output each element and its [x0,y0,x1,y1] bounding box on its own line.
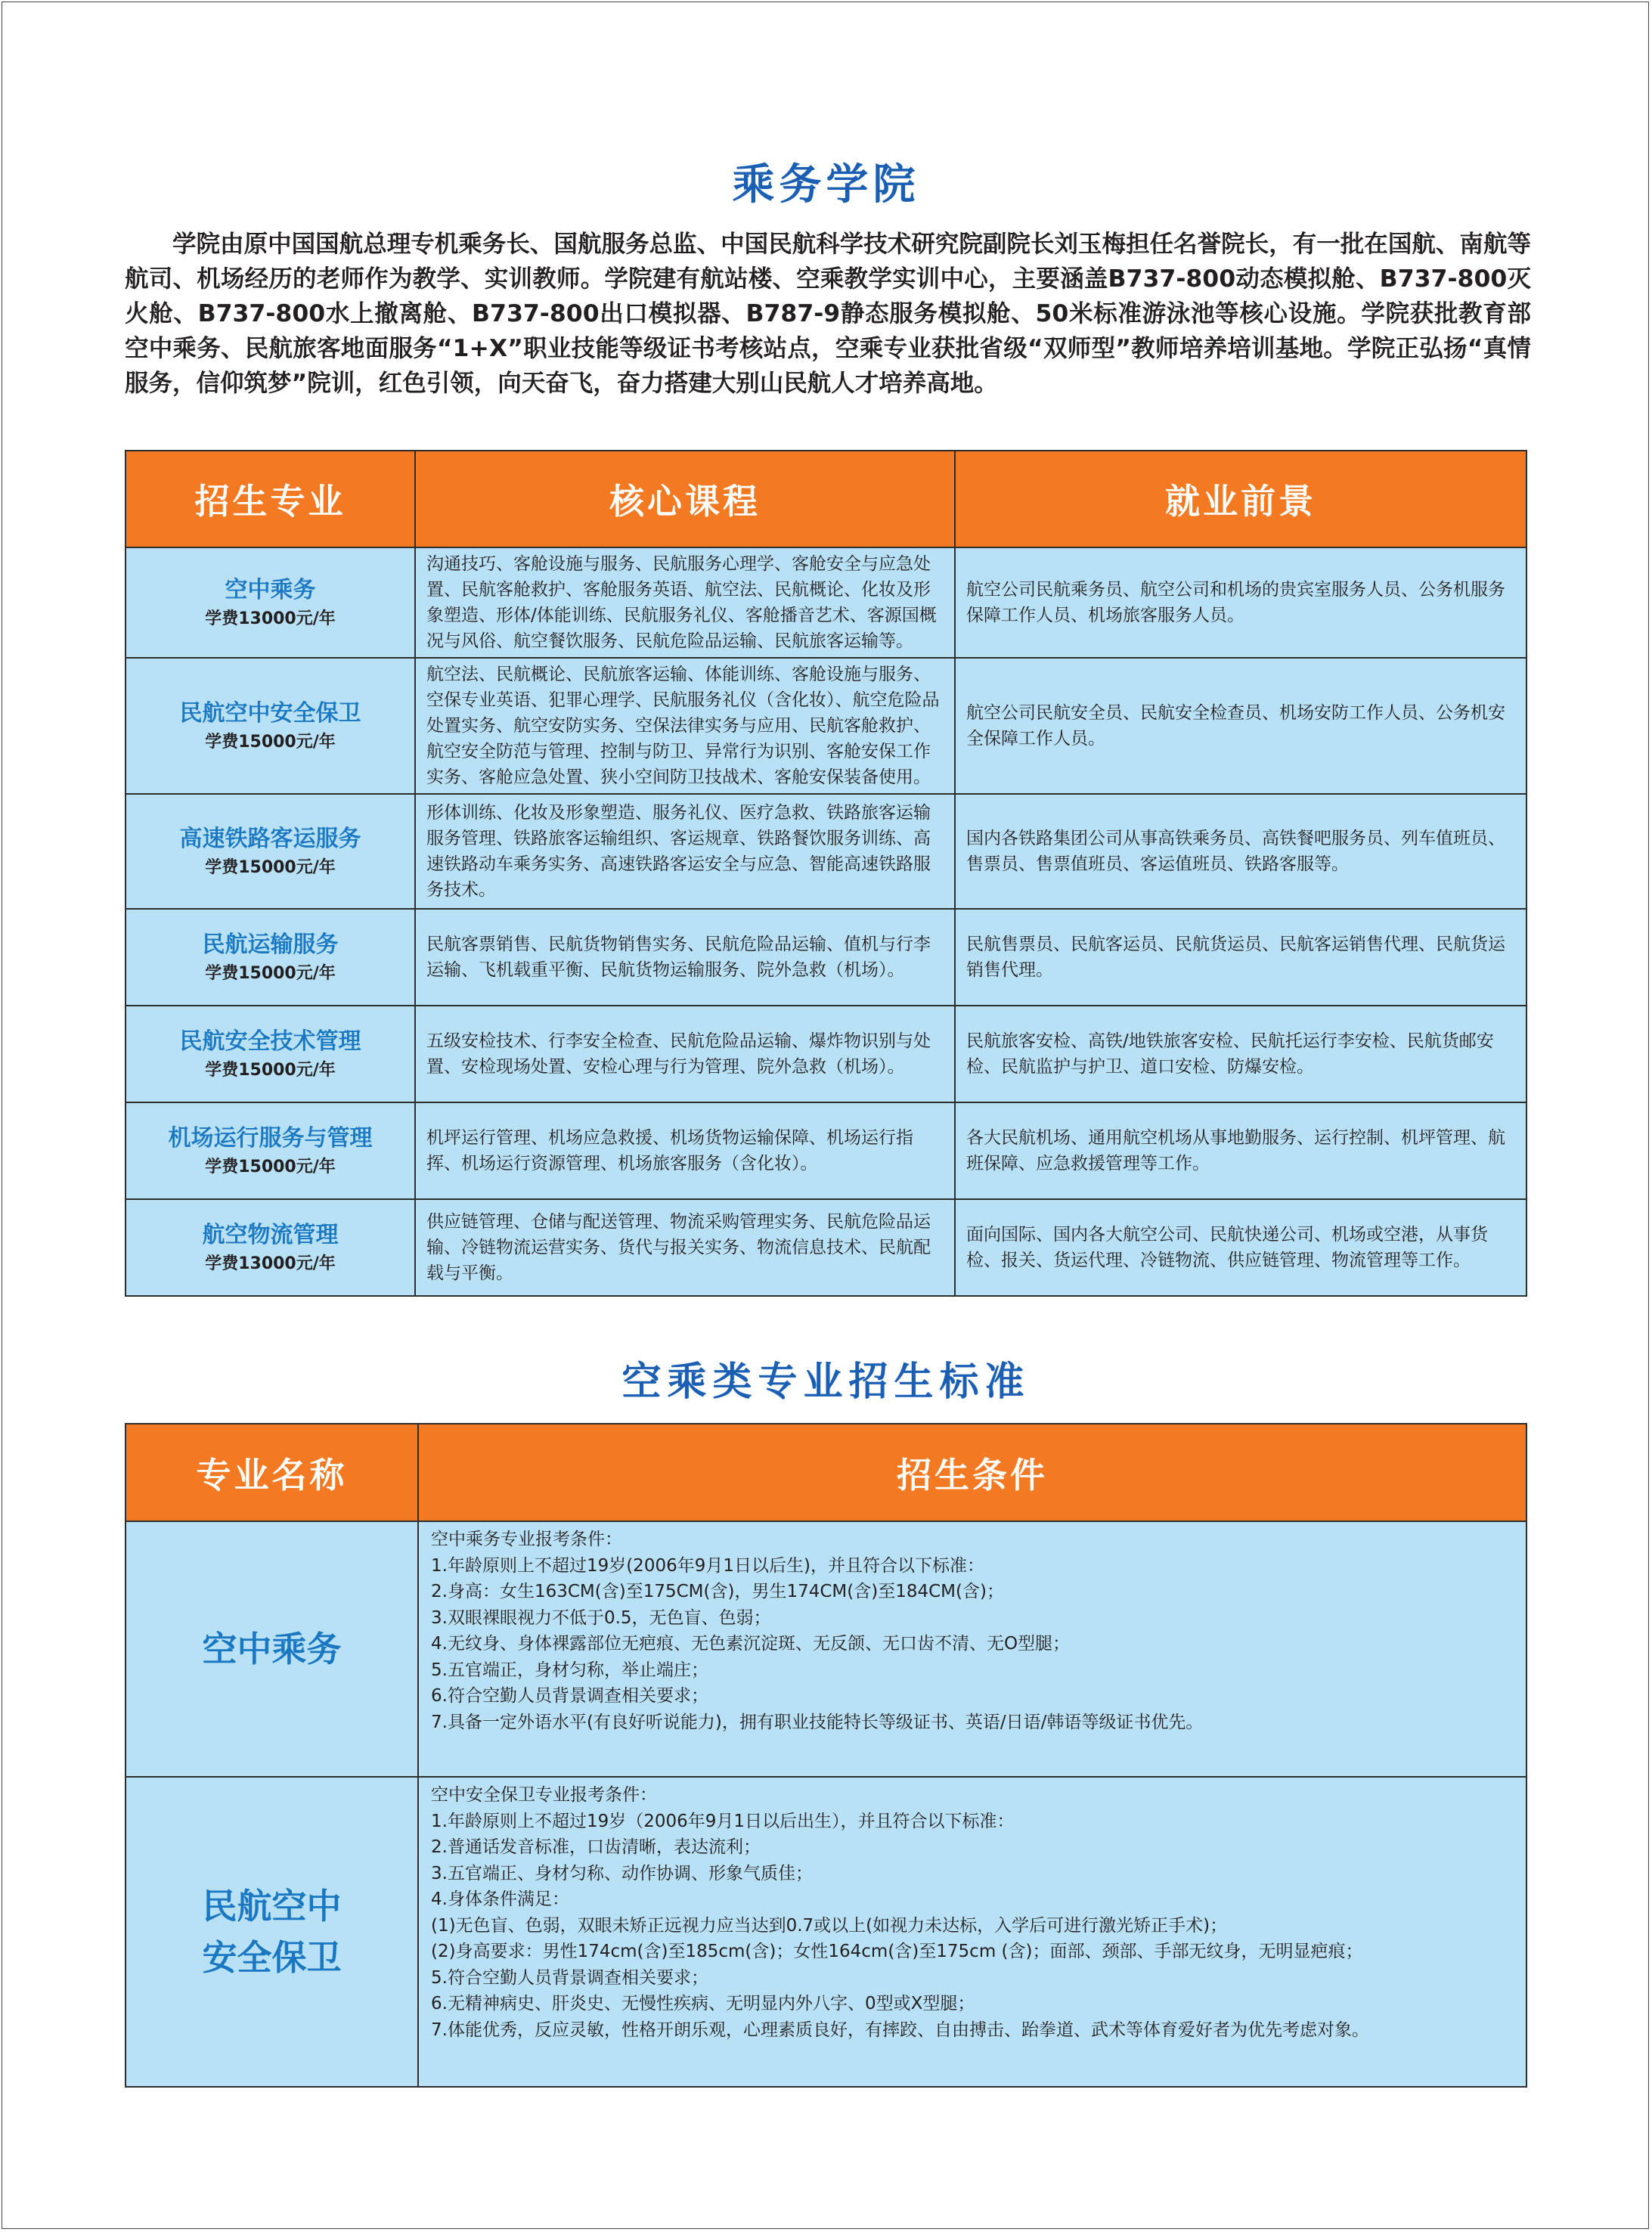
major-name: 高速铁路客运服务 [179,826,361,852]
condition-line: 空中乘务专业报考条件： [431,1530,622,1549]
tuition-fee: 学费13000元/年 [205,1254,336,1273]
header-career: 就业前景 [955,451,1526,547]
major-name: 航空物流管理 [202,1222,339,1248]
majors-table [125,450,1527,1297]
table-row [126,1006,1526,1102]
career-prospects: 航空公司民航安全员、民航安全检查员、机场安防工作人员、公务机安全保障工作人员。 [955,658,1526,794]
condition-line: 5.符合空勤人员背景调查相关要求； [431,1967,708,1988]
major-name-cell [126,1777,418,2087]
table-row [126,1777,1526,2087]
major-name: 机场运行服务与管理 [168,1125,373,1152]
tuition-fee: 学费15000元/年 [205,964,336,983]
major-cell [126,658,415,794]
core-courses: 形体训练、化妆及形象塑造、服务礼仪、医疗急救、铁路旅客运输服务管理、铁路旅客运输组织、客运规章、铁路餐饮服务训练、高速铁路动车乘务实务、高速铁路客运安全与应急、智能高速铁路服务技术。 [415,794,955,909]
career-prospects: 航空公司民航乘务员、航空公司和机场的贵宾室服务人员、公务机服务保障工作人员、机场旅客服务人员。 [955,547,1526,658]
core-courses: 五级安检技术、行李安全检查、民航危险品运输、爆炸物识别与处置、安检现场处置、安检心理与行为管理、院外急救（机场）。 [415,1006,955,1102]
table-row [126,658,1526,794]
major-name: 民航安全技术管理 [179,1028,361,1055]
table-row [126,794,1526,909]
condition-line: 6.符合空勤人员背景调查相关要求； [431,1686,708,1706]
tuition-fee: 学费13000元/年 [205,609,336,628]
table-row [126,1199,1526,1296]
core-courses: 航空法、民航概论、民航旅客运输、体能训练、客舱设施与服务、空保专业英语、犯罪心理学、民航服务礼仪（含化妆）、航空危险品处置实务、航空安防实务、空保法律实务与应用、民航客舱救护、航空安全防范与管理、控制与防卫、异常行为识别、客舱安保工作实务、客舱应急处置、狭小空间防卫技战术、客舱安保装备使用。 [415,658,955,794]
major-name: 民航运输服务 [202,932,339,958]
admission-conditions [418,1777,1526,2087]
section-title-standards: 空乘类专业招生标准 [621,1359,1031,1405]
core-courses: 机坪运行管理、机场应急救援、机场货物运输保障、机场运行指挥、机场运行资源管理、机场旅客服务（含化妆）。 [415,1102,955,1199]
career-prospects: 面向国际、国内各大航空公司、民航快递公司、机场或空港，从事货检、报关、货运代理、冷链物流、供应链管理、物流管理等工作。 [955,1199,1526,1296]
major-name: 民航空中安全保卫 [179,700,361,727]
table-row [126,1521,1526,1777]
condition-line: 2.普通话发音标准，口齿清晰，表达流利； [431,1837,761,1857]
condition-line: 7.具备一定外语水平(有良好听说能力)，拥有职业技能特长等级证书、英语/日语/韩语等级证书优先。 [431,1712,1204,1732]
condition-line: 2.身高：女生163CM(含)至175CM(含)，男生174CM(含)至184CM(含)； [431,1582,1004,1601]
career-prospects: 民航旅客安检、高铁/地铁旅客安检、民航托运行李安检、民航货邮安检、民航监护与护卫、道口安检、防爆安检。 [955,1006,1526,1102]
major-cell [126,1199,415,1296]
core-courses: 供应链管理、仓储与配送管理、物流采购管理实务、民航危险品运输、冷链物流运营实务、货代与报关实务、物流信息技术、民航配载与平衡。 [415,1199,955,1296]
condition-line: 4.无纹身、身体裸露部位无疤痕、无色素沉淀斑、无反颌、无口齿不清、无O型腿； [431,1634,1071,1654]
standards-table [125,1423,1527,2088]
table-row [126,909,1526,1006]
core-courses: 民航客票销售、民航货物销售实务、民航危险品运输、值机与行李运输、飞机载重平衡、民航货物运输服务、院外急救（机场）。 [415,909,955,1006]
tuition-fee: 学费15000元/年 [205,858,336,877]
major-cell [126,547,415,658]
major-name-cell [126,1521,418,1777]
condition-line: 4.身体条件满足： [431,1889,569,1909]
condition-line: 1.年龄原则上不超过19岁（2006年9月1日以后出生），并且符合以下标准： [431,1811,1015,1831]
career-prospects: 各大民航机场、通用航空机场从事地勤服务、运行控制、机坪管理、航班保障、应急救援管理等工作。 [955,1102,1526,1199]
tuition-fee: 学费15000元/年 [205,733,336,752]
core-courses: 沟通技巧、客舱设施与服务、民航服务心理学、客舱安全与应急处置、民航客舱救护、客舱服务英语、航空法、民航概论、化妆及形象塑造、形体/体能训练、民航服务礼仪、客舱播音艺术、客源国概况与风俗、航空餐饮服务、民航危险品运输、民航旅客运输等。 [415,547,955,658]
page-title: 乘务学院 [732,160,920,209]
intro-paragraph: 学院由原中国国航总理专机乘务长、国航服务总监、中国民航科学技术研究院副院长刘玉梅担任名誉院长，有一批在国航、南航等航司、机场经历的老师作为教学、实训教师。学院建有航站楼、空乘教学实训中心，主要涵盖B737-800动态模拟舱、B737-800灭火舱、B737-800水上撤离舱、B737-800出口模拟器、B787-9静态服务模拟舱、50米标准游泳池等核心设施。学院获批教育部空中乘务、民航旅客地面服务“1+X”职业技能等级证书考核站点，空乘专业获批省级“双师型”教师培养培训基地。学院正弘扬“真情服务，信仰筑梦”院训，红色引领，向天奋飞，奋力搭建大别山民航人才培养高地。 [125,231,1531,397]
major-cell [126,1102,415,1199]
tuition-fee: 学费15000元/年 [205,1061,336,1080]
tuition-fee: 学费15000元/年 [205,1158,336,1176]
major-cell [126,909,415,1006]
table-row [126,1102,1526,1199]
table-row [126,547,1526,658]
condition-line: 3.双眼裸眼视力不低于0.5，无色盲、色弱； [431,1607,771,1628]
header-courses: 核心课程 [415,451,955,547]
major-name: 安全保卫 [202,1937,342,1978]
header-major-name: 专业名称 [126,1424,418,1521]
condition-line: (2)身高要求：男性174cm(含)至185cm(含)；女性164cm(含)至175cm (含)；面部、颈部、手部无纹身，无明显疤痕； [431,1942,1363,1961]
major-name: 空中乘务 [225,577,316,603]
condition-line: 1.年龄原则上不超过19岁(2006年9月1日以后生)，并且符合以下标准： [431,1555,984,1576]
header-conditions: 招生条件 [418,1424,1526,1521]
condition-line: 7.体能优秀，反应灵敏，性格开朗乐观，心理素质良好，有摔跤、自由搏击、跆拳道、武术等体育爱好者为优先考虑对象。 [431,2020,1369,2040]
major-name: 民航空中 [202,1886,342,1927]
condition-line: 空中安全保卫专业报考条件： [431,1785,657,1805]
major-cell [126,1006,415,1102]
major-cell [126,794,415,909]
condition-line: 3.五官端正、身材匀称、动作协调、形象气质佳； [431,1863,813,1883]
career-prospects: 国内各铁路集团公司从事高铁乘务员、高铁餐吧服务员、列车值班员、售票员、售票值班员、客运值班员、铁路客服等。 [955,794,1526,909]
career-prospects: 民航售票员、民航客运员、民航货运员、民航客运销售代理、民航货运销售代理。 [955,909,1526,1006]
admission-conditions [418,1521,1526,1777]
condition-line: 6.无精神病史、肝炎史、无慢性疾病、无明显内外八字、0型或X型腿； [431,1994,975,2013]
condition-line: 5.五官端正，身材匀称，举止端庄； [431,1660,708,1680]
header-major: 招生专业 [126,451,415,547]
condition-line: (1)无色盲、色弱，双眼未矫正远视力应当达到0.7或以上(如视力未达标，入学后可进行激光矫正手术)； [431,1915,1228,1936]
major-name: 空中乘务 [202,1629,342,1669]
